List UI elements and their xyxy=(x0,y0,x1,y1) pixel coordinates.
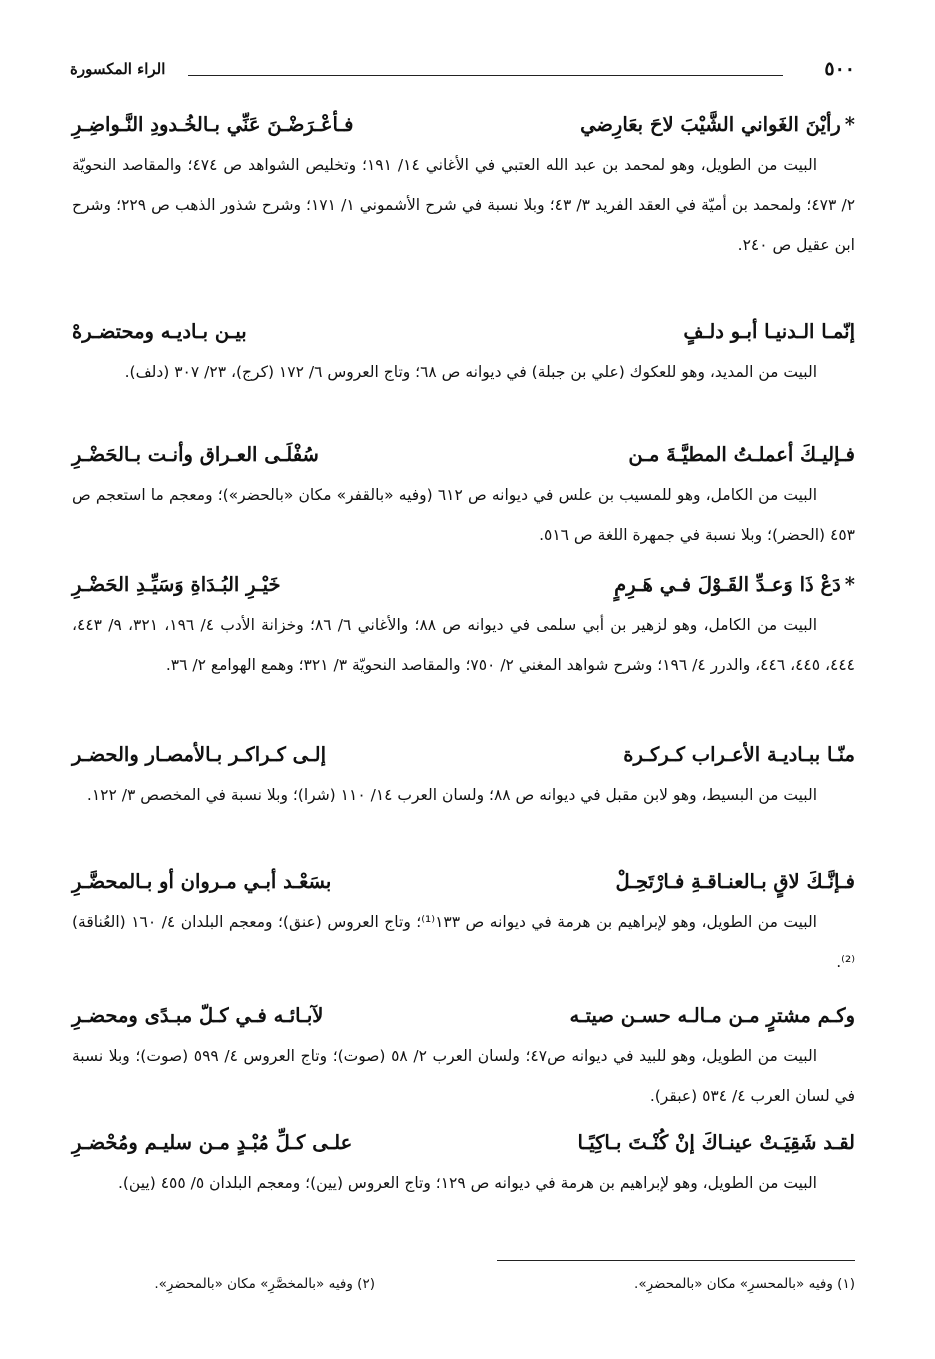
verse-line xyxy=(72,735,855,775)
verse-commentary: البيت من الطويل، وهو لإبراهيم بن هرمة في ديوانه ص ١٢٩؛ وتاج العروس (يين)؛ ومعجم البلدان ٥/ ٤٥٥ (يين). xyxy=(117,1174,817,1192)
verse-line xyxy=(72,862,855,902)
second-hemistich: فـأعْـرَضْـنَ عَنِّي بـالخُـدودِ النَّـواضِـرِ xyxy=(72,113,354,136)
verse-entry-2 xyxy=(72,312,855,392)
second-hemistich: لآبـائـه فـي كـلّ مبـدًى ومحضـرِ xyxy=(72,1004,324,1027)
verse-line xyxy=(72,1123,855,1163)
verse-entry-7 xyxy=(72,996,855,1116)
first-hemistich: لقـد شَقِيَـتْ عينـاكَ إنْ كُنْـتَ بـاكِيًـا xyxy=(577,1131,855,1154)
verse-line xyxy=(72,105,855,145)
verse-entry-3 xyxy=(72,435,855,555)
second-hemistich: خَيْـرِ البُـدَاةِ وَسَيِّـدِ الحَضْـرِ xyxy=(72,573,281,596)
second-hemistich: بيـن بـاديـه ومحتضـرهْ xyxy=(72,320,247,343)
first-hemistich: إنّمـا الـدنيـا أبـو دلـفٍ xyxy=(683,320,855,343)
page-number: ٥٠٠ xyxy=(824,58,855,80)
running-head xyxy=(70,58,855,88)
verse-entry-6 xyxy=(72,862,855,982)
verse-entry-1 xyxy=(72,105,855,265)
first-hemistich: فـإليـكَ أعملـتُ المطيَّـةَ مـن xyxy=(628,443,855,466)
first-hemistich xyxy=(580,105,855,145)
first-hemistich: فـإنَّـكَ لاقٍ بـالعنـاقـةِ فـارْتَحِـلْ xyxy=(615,870,855,893)
verse-commentary: البيت من الكامل، وهو للمسيب بن علس في ديوانه ص ٦١٢ (وفيه «بالقفر» مكان «بالحضر»)؛ ومعجم ما استعجم ص ٤٥٣ (الحضر)؛ وبلا نسبة في جمهرة اللغة ص ٥١٦. xyxy=(72,486,855,544)
verse-line xyxy=(72,996,855,1036)
verse-commentary: البيت من المديد، وهو للعكوك (علي بن جبلة) في ديوانه ص ٦٨؛ وتاج العروس ٦/ ١٧٢ (كرج)، ٢٣/ ٣٠٧ (دلف). xyxy=(124,363,817,381)
first-hemistich: وكـم مشترٍ مـن مـالـه حسـن صيتـه xyxy=(569,1004,855,1027)
first-hemistich-text: دَعْ ذَا وَعـدِّ القَـوْلَ فـي هَـرِمٍ xyxy=(614,573,841,596)
first-hemistich xyxy=(614,565,855,605)
star-marker: * xyxy=(844,573,855,596)
verse-line xyxy=(72,565,855,605)
first-hemistich: منّـا ببـاديـة الأعـراب كـركـرة xyxy=(623,743,855,766)
second-hemistich: سُفْلَـى العـراق وأنـت بـالحَضْـرِ xyxy=(72,443,319,466)
footnote-1: (١) وفيه «بالمحسرِ» مكان «بالمحضرِ». xyxy=(634,1276,855,1292)
verse-commentary: البيت من الطويل، وهو لإبراهيم بن هرمة في ديوانه ص ١٣٣⁽¹⁾؛ وتاج العروس (عنق)؛ ومعجم البلدان ٤/ ١٦٠ (العُناقة)⁽²⁾. xyxy=(72,913,855,971)
footnote-rule xyxy=(497,1260,855,1261)
first-hemistich-text: رأيْنَ الغَواني الشَّيْبَ لاحَ بعَارِضي xyxy=(580,113,841,136)
verse-entry-4 xyxy=(72,565,855,685)
verse-commentary: البيت من الطويل، وهو لمحمد بن عبد الله العتبي في الأغاني ١٤/ ١٩١؛ وتخليص الشواهد ص ٤٧٤؛ والمقاصد النحويّة ٢/ ٤٧٣؛ ولمحمد بن أميّة في العقد الفريد ٣/ ٤٣؛ وبلا نسبة في شرح الأشموني ١/ ١٧١؛ وشرح شذور الذهب ص ٢٢٩؛ وشرح ابن عقيل ص ٢٤٠. xyxy=(72,156,856,254)
second-hemistich: بسَعْـد أبـي مـروان أو بـالمحضَّـرِ xyxy=(72,870,332,893)
verse-commentary: البيت من الطويل، وهو للبيد في ديوانه ص٤٧؛ ولسان العرب ٢/ ٥٨ (صوت)؛ وتاج العروس ٤/ ٥٩٩ (صوت)؛ وبلا نسبة في لسان العرب ٤/ ٥٣٤ (عبقر). xyxy=(72,1047,855,1105)
header-rule xyxy=(188,75,783,76)
footnote-2: (٢) وفيه «بالمخصَّرِ» مكان «بالمحضرِ». xyxy=(154,1276,375,1292)
verse-line xyxy=(72,435,855,475)
second-hemistich: علـى كـلِّ مُبْـدٍ مـن سليـم ومُحْضـرِ xyxy=(72,1131,353,1154)
verse-entry-8 xyxy=(72,1123,855,1203)
star-marker: * xyxy=(844,113,855,136)
verse-commentary: البيت من البسيط، وهو لابن مقبل في ديوانه ص ٨٨؛ ولسان العرب ١٤/ ١١٠ (شرا)؛ وبلا نسبة في المخصص ٣/ ١٢٢. xyxy=(86,786,817,804)
verse-entry-5 xyxy=(72,735,855,815)
section-title: الراء المكسورة xyxy=(70,60,166,78)
verse-line xyxy=(72,312,855,352)
second-hemistich: إلـى كـراكـر بـالأمصـار والحضـر xyxy=(72,743,326,766)
verse-commentary: البيت من الكامل، وهو لزهير بن أبي سلمى في ديوانه ص ٨٨؛ والأغاني ٦/ ٨٦؛ وخزانة الأدب ٤/ ١٩٦، ٣٢١، ٩/ ٤٤٣، ٤٤٤، ٤٤٥، ٤٤٦، والدرر ٤/ ١٩٦؛ وشرح شواهد المغني ٢/ ٧٥٠؛ والمقاصد النحويّة ٣/ ٣٢١؛ وهمع الهوامع ٢/ ٣٦. xyxy=(72,616,855,674)
